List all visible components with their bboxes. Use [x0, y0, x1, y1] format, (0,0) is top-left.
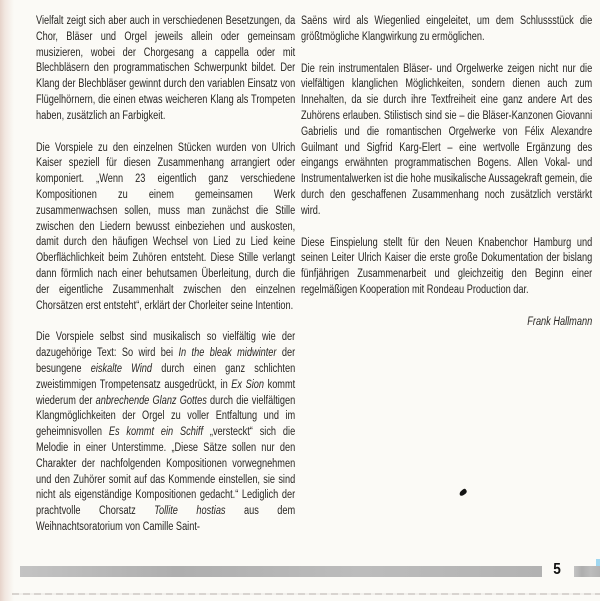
italic-work-title: Tollite hostias	[154, 505, 226, 518]
footer-rule-left	[20, 566, 542, 577]
text-run: durch einen ganz schlichten zweistimmigen Trompetensatz ausgedrückt, in	[36, 362, 296, 391]
paragraph	[36, 141, 295, 315]
text-run: Saëns wird als Wiegenlied eingeleitet, um dem Schlussstück die größtmögliche Klangwirkung zu ermöglichen.	[301, 15, 593, 43]
paragraph	[301, 14, 592, 46]
text-run: Die Vorspiele selbst sind musikalisch so vielfältig wie der dazugehörige Text: So wird bei	[36, 331, 296, 360]
page-bottom-shadow	[12, 593, 600, 595]
italic-work-title: In the bleak midwinter	[178, 347, 277, 360]
text-run: Die rein instrumentalen Bläser- und Orgelwerke zeigen nicht nur die vielfältigen klanglichen Möglichkeiten, sondern dienen auch zum Innehalten, da sie durch ihre Textfreiheit eine ganz andere Art des Zuhörens erlauben. Stilistisch sind sie – die Bläser-Kanzonen Giovanni Gabrielis und die romantischen Orgelwerke von Félix Alexandre Guilmant und Sigfrid Karg-Elert – eine wertvolle Ergänzung des eingangs erwähnten programmatischen Bogens. Allen Vokal- und Instrumentalwerken ist die hohe musikalische Aussagekraft gemein, die durch den geschaffenen Zusammenhang noch zusätzlich verstärkt wird.	[301, 62, 593, 217]
text-run: Die Vorspiele zu den einzelnen Stücken wurden von Ulrich Kaiser speziell für diesen Zusammenhang arrangiert oder komponiert. „Wenn 23 eigentlich ganz verschiedene Kompositionen zu einem gemeinsamen Werk zusammenwachsen sollen, muss man zunächst die Stille zwischen den Liedern bewusst einbeziehen und auskosten, damit durch den häufigen Wechsel von Lied zu Lied keine Oberflächlichkeit beim Zuhören entsteht. Diese Stille verlangt dann förmlich nach einer behutsamen Überleitung, durch die der eigentliche Zusammenhalt zwischen den einzelnen Chorsätzen erst entsteht“, erklärt der Chorleiter seine Intention.	[36, 141, 296, 312]
text-run: aus dem Weihnachtsoratorium von Camille Saint-	[36, 505, 296, 533]
text-column-right	[301, 14, 592, 331]
text-column-left-content	[36, 14, 295, 536]
paragraph	[301, 62, 592, 220]
italic-work-title: anbrechende Glanz Gottes	[95, 394, 207, 407]
scan-artifact-blue-tick	[596, 559, 600, 566]
italic-work-title: Es kommt ein Schiff	[108, 426, 204, 439]
text-run: der besungene	[36, 347, 296, 375]
paragraph	[36, 14, 295, 125]
text-column-right-content	[301, 14, 592, 299]
author-signature: Frank Hallmann	[527, 315, 593, 328]
page-number: 5	[553, 561, 561, 578]
text-run: „versteckt“ sich die Melodie in einer Unterstimme. „Diese Sätze sollen nur den Charakter der nachfolgenden Kompositionen vorwegnehmen und den Zuhörer somit auf das Kommende einstellen, sie sind nicht als eigenständige Kompositionen gedacht.“ Lediglich der prachtvolle Chorsatz	[36, 426, 296, 518]
paragraph	[301, 236, 592, 299]
text-run: Vielfalt zeigt sich aber auch in verschiedenen Besetzungen, da Chor, Bläser und Orgel jeweils allein oder gemeinsam musizieren, wobei der Chorgesang a cappella oder mit Blechbläsern den programmatischen Schwerpunkt bildet. Der Klang der Blechbläser gewinnt durch den variablen Einsatz von Flügelhörnern, die einen etwas weicheren Klang als Trompeten haben, zusätzlich an Farbigkeit.	[36, 15, 296, 122]
text-run: kommt wiederum der	[36, 378, 296, 407]
italic-work-title: Ex Sion	[231, 378, 265, 391]
paragraph	[36, 330, 295, 535]
ink-speck-artifact	[458, 488, 467, 497]
italic-work-title: eiskalte Wind	[90, 362, 153, 375]
text-run: Diese Einspielung stellt für den Neuen Knabenchor Hamburg und seinen Leiter Ulrich Kaiser die erste große Dokumentation der bislang fünfjährigen Zusammenarbeit und gleichzeitig den Beginn einer regelmäßigen Kooperation mit Rondeau Production dar.	[301, 236, 593, 296]
footer-rule-right	[574, 566, 600, 577]
text-run: durch die vielfältigen Klangmöglichkeiten der Orgel zu voller Entfaltung und im geheimnisvollen	[36, 394, 296, 439]
scan-edge-shadow	[0, 0, 14, 601]
text-column-left	[36, 14, 295, 552]
